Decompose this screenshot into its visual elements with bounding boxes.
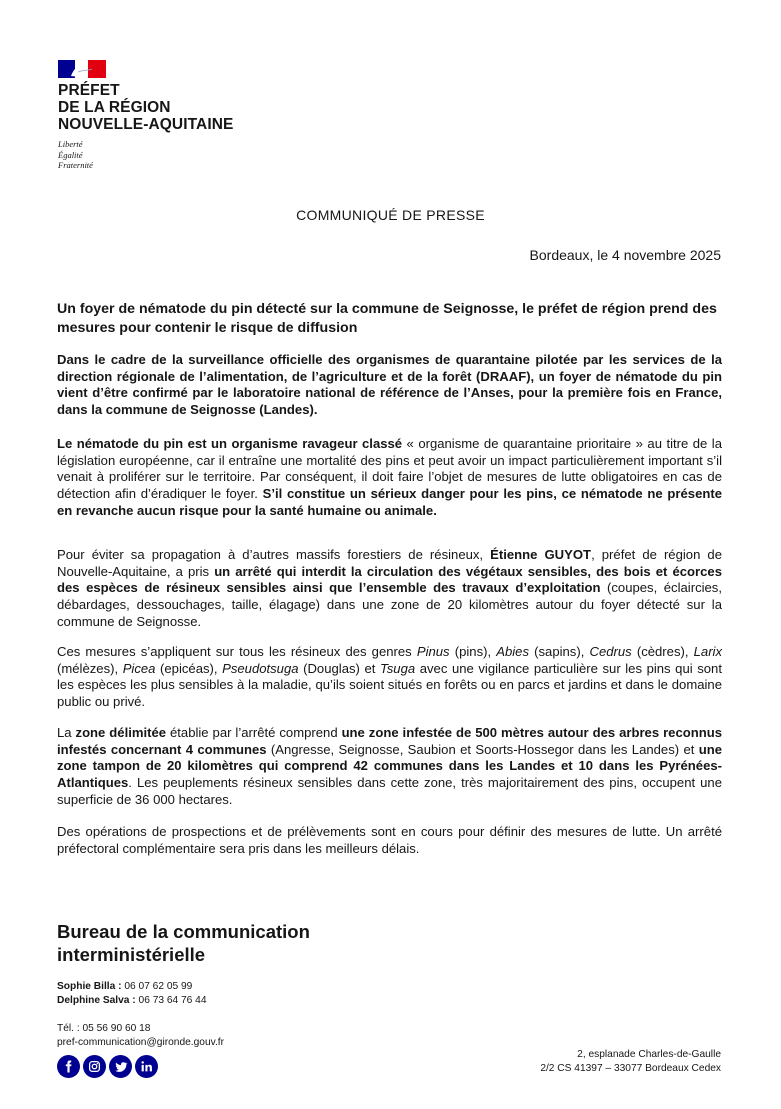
contact-row (57, 980, 207, 994)
address-line: 2/2 CS 41397 – 33077 Bordeaux Cedex (540, 1062, 721, 1074)
bold-run: Le nématode du pin est un organisme ravageur classé (57, 436, 403, 451)
flag-icon (58, 60, 106, 78)
prefet-line: NOUVELLE-AQUITAINE (58, 116, 234, 133)
marianne-logo (58, 60, 106, 78)
text-run: (coupes, éclaircies, débardages, dessouchages, taille, élagage) dans une zone de 20 kilomètres autour du foyer détecté sur la commune de Seignosse. (57, 580, 722, 629)
bold-run: Étienne GUYOT (490, 547, 592, 562)
text-run: (Angresse, Seignosse, Saubion et Soorts-Hossegor dans les Landes) et (266, 741, 699, 757)
instagram-icon[interactable] (83, 1055, 106, 1078)
bold-run: zone délimitée (75, 725, 167, 740)
paragraph-operations: Des opérations de prospections et de prélèvements sont en cours pour définir des mesures de lutte. Un arrêté préfectoral complémentaire sera pris dans les meilleurs délais. (57, 824, 722, 856)
service-email[interactable]: pref-communication@gironde.gouv.fr (57, 1036, 225, 1048)
bold-run: S’il constitue un sérieux danger pour les pins, ce nématode ne présente en revanche aucun risque pour la santé humaine ou animale. (57, 486, 722, 518)
text-run: (Douglas) et (298, 660, 380, 676)
text-run: (pins), (449, 644, 497, 659)
devise-line: Liberté (58, 139, 83, 149)
prefet-title (58, 82, 233, 133)
italic-run: Cedrus (589, 644, 632, 659)
paragraph-nematode (57, 436, 722, 520)
bureau-line: interministérielle (57, 944, 206, 965)
text-run: La (57, 725, 76, 740)
italic-run: Picea (122, 660, 156, 676)
press-title: Un foyer de nématode du pin détecté sur la commune de Seignosse, le préfet de région prend des mesures pour contenir le risque de diffusion (57, 301, 717, 336)
contact-phone: 06 73 64 76 44 (135, 994, 207, 1006)
bureau-line: Bureau de la communication (57, 921, 310, 942)
twitter-icon[interactable] (109, 1055, 132, 1078)
text-run: Ces mesures s’appliquent sur tous les résineux des genres (57, 644, 417, 659)
document-type: COMMUNIQUÉ DE PRESSE (296, 207, 485, 223)
devise-line: Fraternité (58, 160, 93, 170)
social-links (57, 1055, 158, 1078)
bold-run: une zone infestée de 500 mètres autour des arbres reconnus infestés concernant 4 communes (57, 725, 723, 757)
prefet-line: PRÉFET (58, 82, 120, 99)
paragraph-arrete (57, 547, 722, 631)
contact-row (57, 994, 207, 1008)
date-line: Bordeaux, le 4 novembre 2025 (529, 247, 721, 263)
italic-run: Abies (496, 644, 530, 659)
text-run: (epicéas), (155, 660, 223, 676)
text-run: . Les peuplements résineux sensibles dans cette zone, très majoritairement des pins, occupent une superficie de 36 000 hectares. (57, 775, 722, 807)
text-run: « organisme de quarantaine prioritaire » au titre de la législation européenne, car il entraîne une mortalité des pins et peut avoir un impact particulièrement important s’il venait à proliférer sur le territoire. Par conséquent, il doit faire l’objet de mesures de lutte obligatoires en cas de détection afin d’éradiquer le foyer. (57, 436, 722, 502)
facebook-icon[interactable] (57, 1055, 80, 1078)
bold-run: un arrêté qui interdit la circulation des végétaux sensibles, des bois et écorces des espèces de résineux sensibles ainsi que l’ensemble des travaux d’exploitation (57, 563, 722, 596)
paragraph-intro: Dans le cadre de la surveillance officielle des organismes de quarantaine pilotée par les services de la direction régionale de l’alimentation, de l’agriculture et de la forêt (DRAAF), un foyer de nématode du pin vient d’être confirmé par le laboratoire national de référence de l’Anses, pour la première fois en France, dans la commune de Seignosse (Landes). (57, 352, 722, 418)
address-line: 2, esplanade Charles-de-Gaulle (577, 1049, 721, 1060)
text-run: avec une vigilance particulière sur les pins qui sont les espèces les plus sensibles à la maladie, qu’ils soient situés en forêts ou en parcs et jardins et dans le domaine public ou privé. (57, 660, 722, 710)
press-contacts (57, 980, 207, 1007)
paragraph-zone (57, 725, 722, 809)
text-run: Pour éviter sa propagation à d’autres massifs forestiers de résineux, (57, 547, 491, 562)
contact-name: Delphine Salva : (57, 994, 136, 1006)
bureau-heading (57, 920, 310, 966)
service-contact (57, 1022, 224, 1049)
text-run: (cèdres), (631, 644, 694, 659)
service-phone: Tél. : 05 56 90 60 18 (57, 1023, 151, 1034)
paragraph-species (57, 644, 722, 711)
italic-run: Pinus (416, 644, 450, 659)
contact-phone: 06 07 62 05 99 (121, 981, 193, 992)
italic-run: Larix (693, 644, 723, 659)
italic-run: Pseudotsuga (222, 660, 299, 676)
text-run: (sapins), (529, 644, 590, 659)
italic-run: Tsuga (379, 660, 416, 676)
devise-line: Égalité (58, 149, 83, 160)
prefet-line: DE LA RÉGION (58, 99, 171, 116)
bold-run: une zone tampon de 20 kilomètres qui comprend 42 communes dans les Landes et 10 dans les Pyrénées-Atlantiques (57, 741, 723, 791)
text-run: , préfet de région de Nouvelle-Aquitaine, a pris (57, 547, 722, 579)
text-run: (mélèzes), (57, 660, 123, 676)
contact-name: Sophie Billa : (57, 981, 122, 992)
devise (58, 139, 93, 171)
text-run: établie par l’arrêté comprend (166, 725, 342, 740)
linkedin-icon[interactable] (135, 1055, 158, 1078)
postal-address (540, 1048, 721, 1075)
